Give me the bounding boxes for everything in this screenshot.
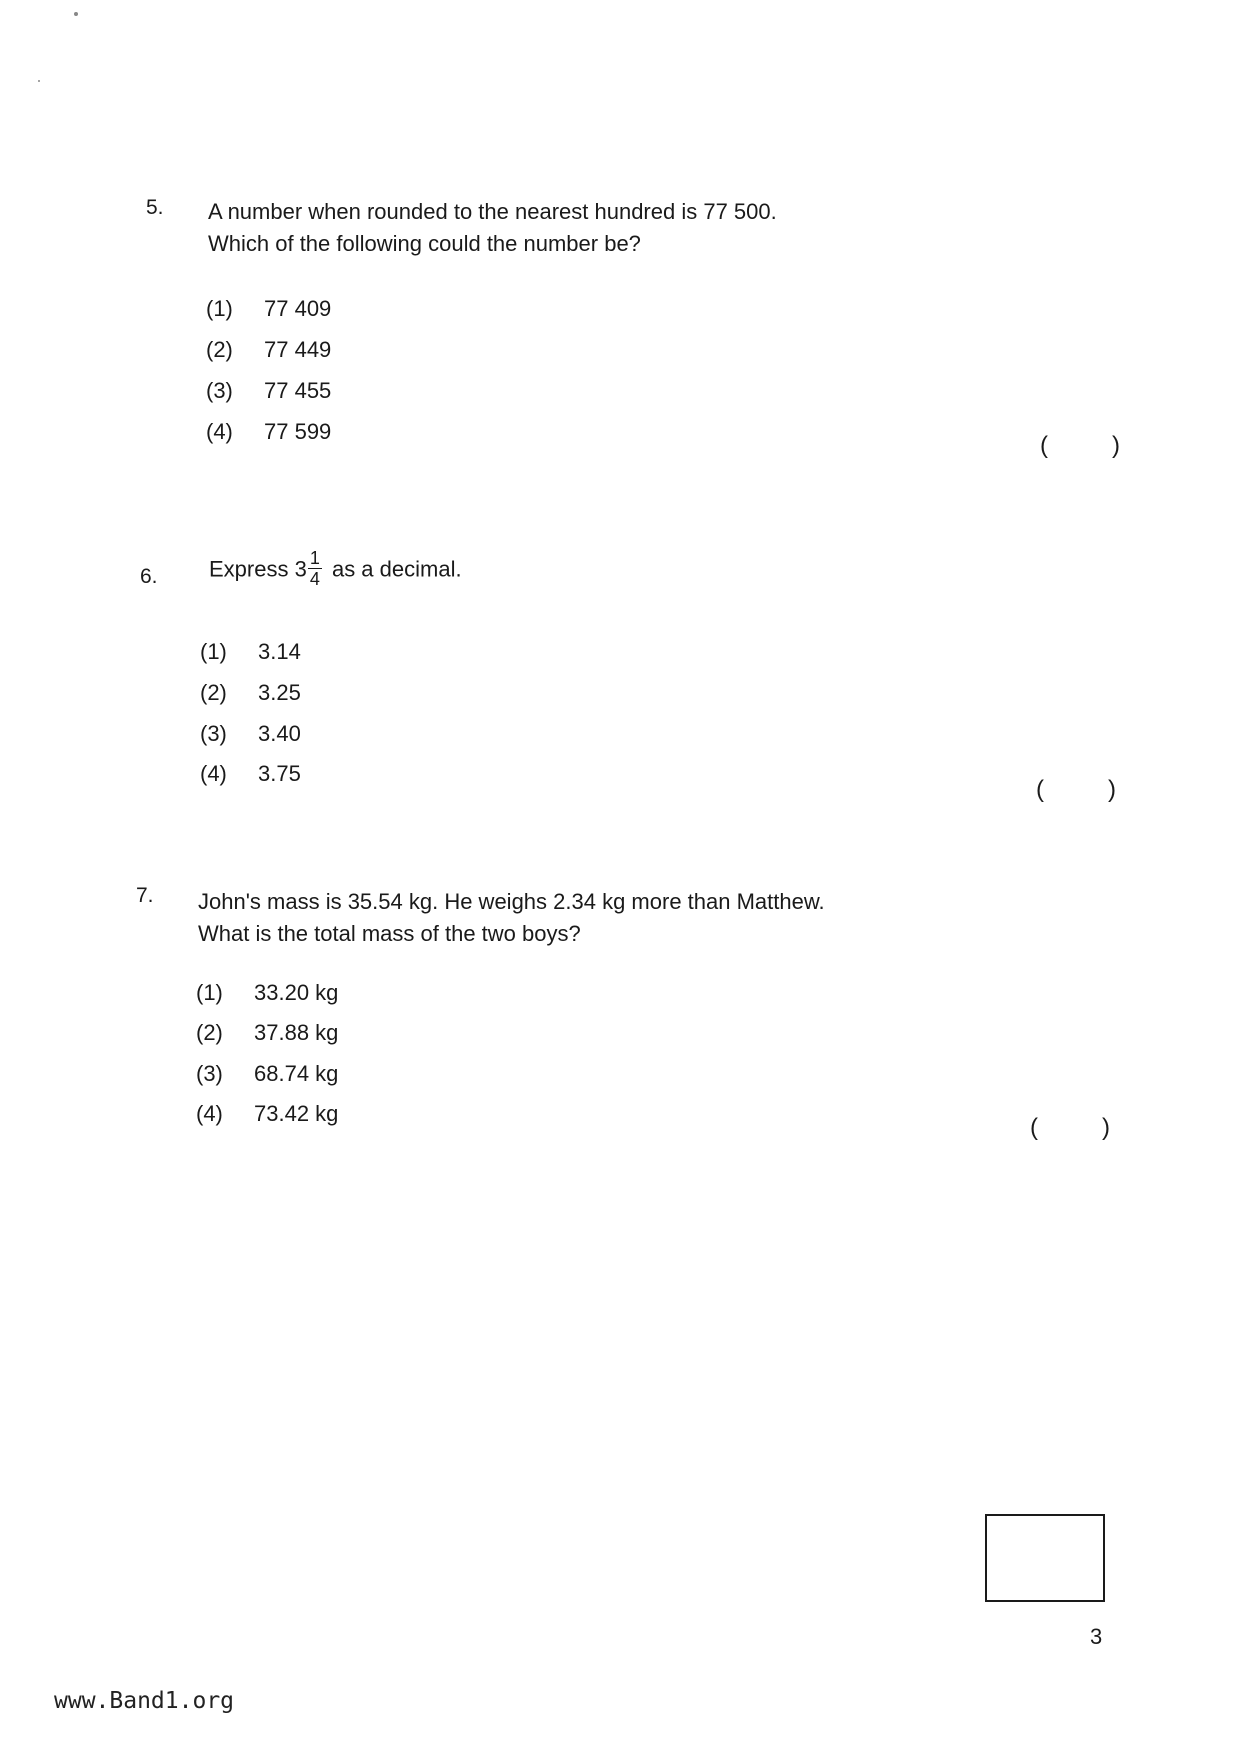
mixed-fraction (308, 548, 322, 589)
question-6-text (209, 550, 462, 591)
question-6-option-4[interactable]: (4) 3.75 (200, 761, 301, 786)
question-7-line-1: John's mass is 35.54 kg. He weighs 2.34 kg more than Matthew. (198, 889, 825, 914)
question-7-line-2: What is the total mass of the two boys? (198, 921, 581, 946)
question-6-option-3[interactable]: (3) 3.40 (200, 721, 301, 746)
question-5-option-1[interactable]: (1) 77 409 (206, 296, 332, 321)
question-5-text (208, 196, 777, 260)
question-5-option-3[interactable]: (3) 77 455 (206, 378, 332, 403)
question-6-option-2[interactable]: (2) 3.25 (200, 680, 301, 705)
question-7-answer-blank[interactable]: ( ) (1030, 1114, 1110, 1141)
question-7-text (198, 886, 825, 950)
question-5-answer-blank[interactable]: ( ) (1040, 432, 1120, 459)
question-6-answer-blank[interactable]: ( ) (1036, 776, 1116, 803)
scan-speck (38, 80, 40, 82)
question-5-option-2[interactable]: (2) 77 449 (206, 337, 332, 362)
question-5-line-2: Which of the following could the number be? (208, 231, 641, 256)
question-6-suffix: as a decimal. (331, 556, 462, 582)
fraction-numerator: 1 (309, 548, 320, 568)
question-6-number: 6. (140, 565, 158, 588)
question-7-option-4[interactable]: (4) 73.42 kg (196, 1101, 339, 1126)
fraction-denominator: 4 (309, 569, 320, 589)
question-7-option-1[interactable]: (1) 33.20 kg (196, 980, 339, 1005)
page-number: 3 (1090, 1624, 1103, 1649)
question-6-option-1[interactable]: (1) 3.14 (200, 639, 301, 664)
question-7-number: 7. (136, 884, 154, 907)
question-5-number: 5. (146, 196, 164, 219)
watermark-url: www.Band1.org (54, 1688, 235, 1714)
question-7-option-3[interactable]: (3) 68.74 kg (196, 1061, 339, 1086)
question-6-prefix: Express 3 (209, 556, 307, 582)
scan-speck (74, 12, 78, 16)
question-7-option-2[interactable]: (2) 37.88 kg (196, 1020, 339, 1045)
score-box[interactable] (985, 1514, 1105, 1602)
question-5-line-1: A number when rounded to the nearest hundred is 77 500. (208, 199, 777, 224)
question-5-option-4[interactable]: (4) 77 599 (206, 419, 332, 444)
